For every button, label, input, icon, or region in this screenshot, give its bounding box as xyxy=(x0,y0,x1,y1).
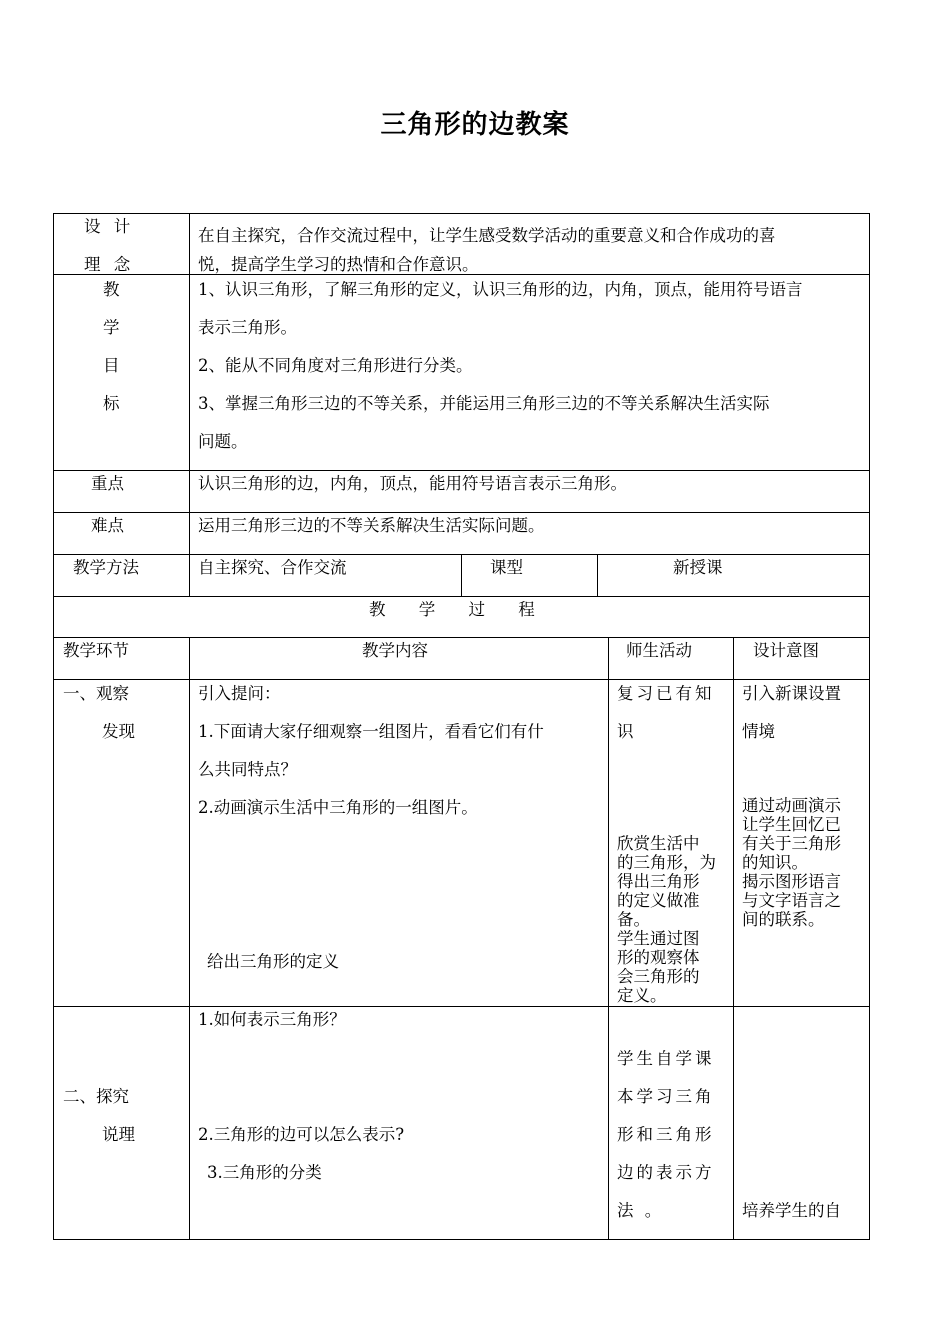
type-label-cell xyxy=(461,554,598,597)
stage1-activity-note xyxy=(617,834,729,1005)
stage1-activity-note-line: 备。 xyxy=(617,910,650,929)
stage2-name-line-1: 二、探究 xyxy=(63,1087,129,1106)
stage1-name-line-2: 发现 xyxy=(102,722,135,741)
stage1-activity-note-line: 定义。 xyxy=(617,986,667,1005)
stage1-intent-note-line: 有关于三角形 xyxy=(742,834,841,853)
stage1-intent-note-line: 的知识。 xyxy=(742,853,808,872)
stage1-intent-note-line: 通过动画演示 xyxy=(742,796,841,815)
goals-label-char-2: 学 xyxy=(103,318,120,337)
stage2-activity-line-3: 形和三角形 xyxy=(617,1125,715,1144)
stage1-activity-note-line: 得出三角形 xyxy=(617,872,700,891)
stage2-activity-line-1: 学生自学课 xyxy=(617,1049,715,1068)
method-value: 自主探究、合作交流 xyxy=(198,558,347,577)
stage1-intent-line-2: 情境 xyxy=(742,722,775,741)
stage1-content-line-2: 1.下面请大家仔细观察一组图片，看看它们有什 xyxy=(198,722,544,741)
stage2-content-line-3: 3.三角形的分类 xyxy=(207,1163,322,1182)
stage1-intent-note-line: 与文字语言之 xyxy=(742,891,841,910)
activity-header: 师生活动 xyxy=(626,641,692,660)
stage1-activity-note-line: 学生通过图 xyxy=(617,929,700,948)
stage2-content-line-2: 2.三角形的边可以怎么表示? xyxy=(198,1125,405,1144)
stage2-intent-line-1: 培养学生的自 xyxy=(742,1201,841,1220)
goal-line-5: 问题。 xyxy=(198,432,248,451)
difficulty-text: 运用三角形三边的不等关系解决生活实际问题。 xyxy=(198,516,545,535)
stage1-name-line-1: 一、观察 xyxy=(63,684,129,703)
design-label-line-2: 理 念 xyxy=(84,255,135,274)
goal-line-3: 2、能从不同角度对三角形进行分类。 xyxy=(198,356,473,375)
stage1-intent-note xyxy=(742,796,866,929)
goals-label-char-3: 目 xyxy=(103,356,120,375)
stage1-intent-note-line: 揭示图形语言 xyxy=(742,872,841,891)
key-point-label: 重点 xyxy=(91,474,124,493)
stage2-content-line-1: 1.如何表示三角形？ xyxy=(198,1010,346,1029)
stage2-activity-line-2: 本学习三角 xyxy=(617,1087,715,1106)
document-title: 三角形的边教案 xyxy=(380,110,570,140)
goal-line-2: 表示三角形。 xyxy=(198,318,297,337)
stage1-activity-line-1: 复习已有知 xyxy=(617,684,715,703)
difficulty-label: 难点 xyxy=(91,516,124,535)
key-point-text: 认识三角形的边，内角，顶点，能用符号语言表示三角形。 xyxy=(198,474,627,493)
stage1-activity-note-line: 欣赏生活中 xyxy=(617,834,700,853)
stage1-content-line-1: 引入提问： xyxy=(198,684,281,703)
goals-label-cell xyxy=(53,274,190,471)
content-header: 教学内容 xyxy=(362,641,428,660)
process-heading: 教 学 过 程 xyxy=(369,600,549,619)
type-value-cell xyxy=(597,554,870,597)
goals-label-char-1: 教 xyxy=(103,280,120,299)
stage1-intent-note-line: 间的联系。 xyxy=(742,910,825,929)
design-label-line-1: 设 计 xyxy=(84,217,135,236)
stage1-content-line-3: 么共同特点？ xyxy=(198,760,297,779)
stage1-intent-note-line: 让学生回忆已 xyxy=(742,815,841,834)
stage1-content-line-4: 2.动画演示生活中三角形的一组图片。 xyxy=(198,798,478,817)
method-label: 教学方法 xyxy=(73,558,139,577)
goal-line-4: 3、掌握三角形三边的不等关系，并能运用三角形三边的不等关系解决生活实际 xyxy=(198,394,770,413)
goal-line-1: 1、认识三角形，了解三角形的定义，认识三角形的边，内角，顶点，能用符号语言 xyxy=(198,280,803,299)
intent-header: 设计意图 xyxy=(753,641,819,660)
stage1-activity-note-line: 形的观察体 xyxy=(617,948,700,967)
stage1-activity-note-line: 的三角形，为 xyxy=(617,853,716,872)
stage1-intent-line-1: 引入新课设置 xyxy=(742,684,841,703)
stage2-name-line-2: 说理 xyxy=(102,1125,135,1144)
stage-header: 教学环节 xyxy=(63,641,129,660)
design-text-line-2: 悦，提高学生学习的热情和合作意识。 xyxy=(198,255,479,274)
type-label: 课型 xyxy=(490,558,523,577)
stage1-activity-note-line: 的定义做准 xyxy=(617,891,700,910)
design-text-line-1: 在自主探究，合作交流过程中，让学生感受数学活动的重要意义和合作成功的喜 xyxy=(198,226,776,245)
stage1-activity-note-line: 会三角形的 xyxy=(617,967,700,986)
stage1-content-line-5: 给出三角形的定义 xyxy=(207,952,339,971)
stage2-activity-line-4: 边的表示方 xyxy=(617,1163,715,1182)
stage1-activity-line-2: 识 xyxy=(617,722,634,741)
type-value: 新授课 xyxy=(673,558,723,577)
goals-label-char-4: 标 xyxy=(103,394,120,413)
stage2-activity-line-5: 法 。 xyxy=(617,1201,665,1220)
